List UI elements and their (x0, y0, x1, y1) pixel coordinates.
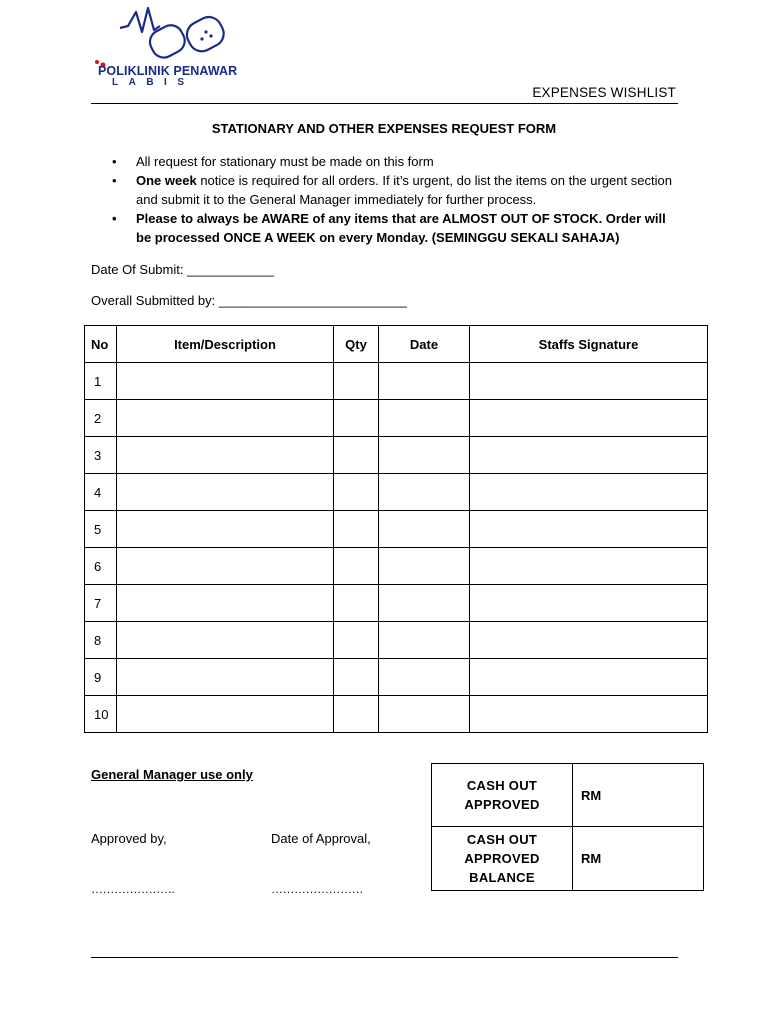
qty-cell[interactable] (334, 659, 379, 696)
item-cell[interactable] (117, 659, 334, 696)
cash-out-approved-amount[interactable]: RM (573, 764, 704, 827)
date-cell[interactable] (379, 400, 470, 437)
signature-cell[interactable] (470, 363, 708, 400)
instruction-text: All request for stationary must be made on this form (136, 154, 434, 169)
qty-cell[interactable] (334, 696, 379, 733)
qty-cell[interactable] (334, 363, 379, 400)
cash-out-approved-label (432, 764, 573, 827)
instruction-item (112, 171, 678, 209)
bullet-icon: • (112, 173, 117, 188)
row-number: 4 (85, 474, 117, 511)
form-title: STATIONARY AND OTHER EXPENSES REQUEST FORM (211, 121, 557, 136)
cash-out-table (431, 763, 704, 891)
qty-cell[interactable] (334, 400, 379, 437)
item-cell[interactable] (117, 622, 334, 659)
table-row (85, 548, 708, 585)
row-number: 10 (85, 696, 117, 733)
item-cell[interactable] (117, 548, 334, 585)
signature-cell[interactable] (470, 622, 708, 659)
clinic-name: POLIKLINIK PENAWAR (98, 64, 238, 78)
item-cell[interactable] (117, 400, 334, 437)
signature-cell[interactable] (470, 474, 708, 511)
table-row (85, 400, 708, 437)
cash-out-balance-amount[interactable]: RM (573, 827, 704, 891)
table-row (85, 511, 708, 548)
expense-items-table (84, 325, 708, 733)
date-cell[interactable] (379, 696, 470, 733)
item-cell[interactable] (117, 511, 334, 548)
approval-date-line[interactable]: …………………… (271, 882, 363, 896)
row-number: 9 (85, 659, 117, 696)
date-cell[interactable] (379, 363, 470, 400)
approved-by-label: Approved by, (91, 831, 167, 846)
clinic-logo-graphic (92, 2, 242, 68)
table-row (85, 622, 708, 659)
table-row (85, 585, 708, 622)
item-cell[interactable] (117, 437, 334, 474)
item-cell[interactable] (117, 585, 334, 622)
gm-section-title: General Manager use only (91, 767, 253, 782)
instruction-text: notice is required for all orders. If it’s urgent, do list the items on the urgent section and submit it to the General Manager immediately for further process. (136, 173, 672, 207)
header-divider (91, 103, 678, 104)
label-line: BALANCE (469, 870, 535, 885)
date-of-approval-label: Date of Approval, (271, 831, 371, 846)
table-row (85, 437, 708, 474)
signature-cell[interactable] (470, 659, 708, 696)
row-number: 3 (85, 437, 117, 474)
instruction-text: Please to always be AWARE of any items that are ALMOST OUT OF STOCK. Order will be processed ONCE A WEEK on every Monday. (SEMINGGU SEKALI SAHAJA) (136, 211, 666, 245)
date-cell[interactable] (379, 622, 470, 659)
signature-cell[interactable] (470, 511, 708, 548)
label-line: APPROVED (464, 851, 540, 866)
table-header-row (85, 326, 708, 363)
qty-cell[interactable] (334, 585, 379, 622)
date-cell[interactable] (379, 548, 470, 585)
column-header-item: Item/Description (117, 326, 334, 363)
column-header-date: Date (379, 326, 470, 363)
row-number: 2 (85, 400, 117, 437)
clinic-location: LABIS (112, 77, 195, 88)
table-row (85, 696, 708, 733)
row-number: 5 (85, 511, 117, 548)
date-cell[interactable] (379, 511, 470, 548)
qty-cell[interactable] (334, 437, 379, 474)
bullet-icon: • (112, 211, 117, 226)
label-line: APPROVED (464, 797, 540, 812)
footer-divider (91, 957, 678, 958)
label-line: CASH OUT (466, 832, 538, 847)
approved-by-signature-line[interactable]: …………………. (91, 882, 175, 896)
clinic-logo (92, 2, 242, 90)
cash-out-approved-row (432, 764, 704, 827)
overall-submitted-by-field[interactable]: Overall Submitted by: __________________________ (91, 293, 407, 308)
item-cell[interactable] (117, 696, 334, 733)
signature-cell[interactable] (470, 437, 708, 474)
signature-cell[interactable] (470, 696, 708, 733)
table-row (85, 659, 708, 696)
date-cell[interactable] (379, 474, 470, 511)
qty-cell[interactable] (334, 474, 379, 511)
row-number: 6 (85, 548, 117, 585)
label-line: CASH OUT (466, 778, 538, 793)
document-type-label: EXPENSES WISHLIST (532, 85, 676, 100)
instruction-emphasis: One week (136, 173, 197, 188)
column-header-no: No (85, 326, 117, 363)
column-header-qty: Qty (334, 326, 379, 363)
instructions-list (112, 152, 678, 247)
item-cell[interactable] (117, 363, 334, 400)
table-row (85, 363, 708, 400)
qty-cell[interactable] (334, 511, 379, 548)
date-cell[interactable] (379, 437, 470, 474)
signature-cell[interactable] (470, 400, 708, 437)
cash-out-balance-label (432, 827, 573, 891)
date-cell[interactable] (379, 659, 470, 696)
row-number: 1 (85, 363, 117, 400)
signature-cell[interactable] (470, 548, 708, 585)
qty-cell[interactable] (334, 548, 379, 585)
signature-cell[interactable] (470, 585, 708, 622)
table-row (85, 474, 708, 511)
column-header-signature: Staffs Signature (470, 326, 708, 363)
row-number: 8 (85, 622, 117, 659)
cash-out-balance-row (432, 827, 704, 891)
date-cell[interactable] (379, 585, 470, 622)
instruction-item (112, 152, 678, 171)
item-cell[interactable] (117, 474, 334, 511)
instruction-item (112, 209, 678, 247)
date-of-submit-field[interactable]: Date Of Submit: ____________ (91, 262, 274, 277)
row-number: 7 (85, 585, 117, 622)
qty-cell[interactable] (334, 622, 379, 659)
bullet-icon: • (112, 154, 117, 169)
